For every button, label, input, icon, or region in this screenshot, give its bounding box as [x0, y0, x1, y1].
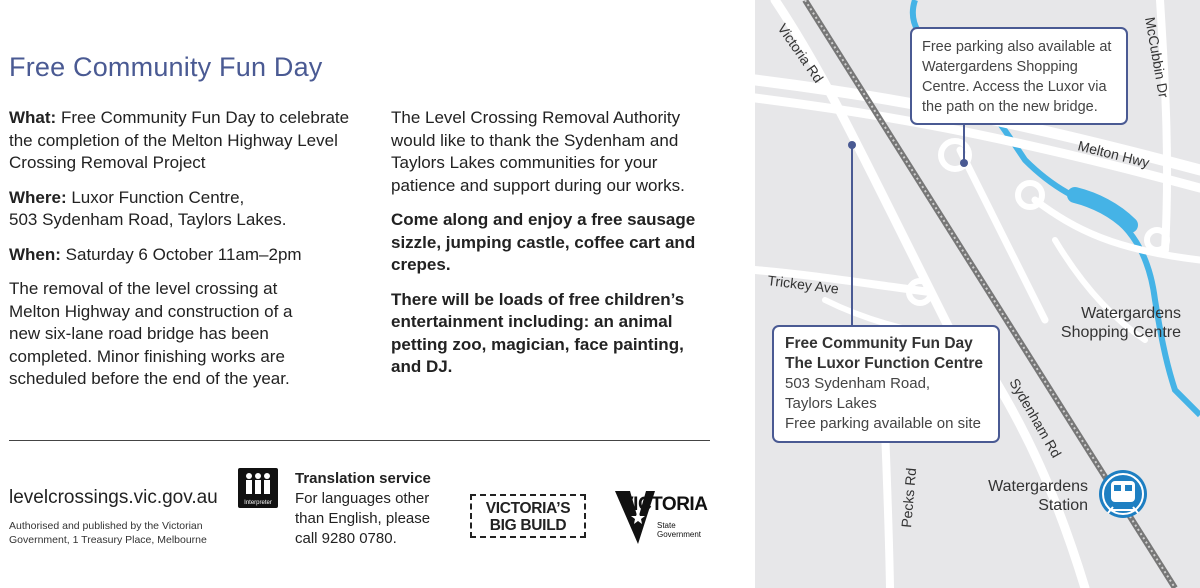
what-text: Free Community Fun Day to celebrate the completion of the Melton Highway Level Crossing Removal Project	[9, 108, 350, 172]
shopping-centre-line2: Shopping Centre	[1060, 324, 1181, 341]
come-along-paragraph: Come along and enjoy a free sausage sizzle, jumping castle, coffee cart and crepes.	[391, 210, 696, 274]
authorised-note: Authorised and published by the Victorian Government, 1 Treasury Place, Melbourne	[9, 520, 207, 546]
interpreter-label: Interpreter	[244, 500, 272, 506]
vic-sub-government: Government	[657, 530, 702, 539]
street-mccubbin-dr: McCubbin Dr	[1142, 15, 1172, 99]
removal-paragraph: The removal of the level crossing at Melton Highway and construction of a new six-lane road bridge has been completed. Minor finishing works are scheduled before the end of the year.	[9, 279, 293, 388]
station-line1: Watergardens	[988, 478, 1088, 495]
parking-callout: Free parking also available at Watergardens Shopping Centre. Access the Luxor via the path on the new bridge.	[910, 27, 1128, 125]
where-paragraph	[9, 187, 369, 232]
venue-pointer-dot	[848, 141, 856, 149]
interpreter-icon	[238, 468, 278, 508]
divider	[9, 440, 710, 441]
where-line1: Luxor Function Centre,	[66, 187, 245, 207]
street-trickey-ave: Trickey Ave	[766, 272, 840, 297]
creek-pond	[1075, 195, 1130, 225]
thanks-column	[391, 107, 721, 391]
train-icon	[1099, 470, 1147, 518]
station-label	[955, 477, 1088, 515]
victoria-state-government-logo	[614, 489, 714, 545]
website-link[interactable]: levelcrossings.vic.gov.au	[9, 487, 218, 508]
victorias-big-build-logo	[470, 494, 586, 538]
when-label: When:	[9, 244, 61, 264]
venue-callout	[772, 325, 1000, 443]
shopping-centre-label	[1033, 304, 1181, 342]
thanks-paragraph: The Level Crossing Removal Authority would like to thank the Sydenham and Taylors Lakes communities for your patience and support during our works.	[391, 108, 685, 195]
street-sydenham-rd: Sydenham Rd	[1006, 375, 1065, 461]
entertainment-paragraph: There will be loads of free children’s entertainment including: an animal petting zoo, magician, face painting, and DJ.	[391, 289, 685, 376]
big-build-line1: VICTORIA’S	[485, 500, 571, 517]
shopping-centre-line1: Watergardens	[1081, 305, 1181, 322]
where-label: Where:	[9, 187, 67, 207]
big-build-line2: BIG BUILD	[489, 517, 567, 534]
venue-callout-address1: 503 Sydenham Road,	[785, 375, 931, 392]
translation-block	[295, 469, 455, 549]
when-paragraph	[9, 244, 369, 267]
venue-callout-address2: Taylors Lakes	[785, 395, 877, 412]
what-label: What:	[9, 108, 57, 127]
when-text: Saturday 6 October 11am–2pm	[60, 244, 302, 264]
page-title: Free Community Fun Day	[9, 52, 323, 82]
victoria-wordmark: VICTORIA	[621, 494, 708, 515]
what-paragraph	[9, 107, 369, 175]
parking-pointer-dot	[960, 159, 968, 167]
state-government-text	[657, 521, 701, 539]
event-details-column	[9, 107, 369, 403]
street-victoria-rd: Victoria Rd	[774, 20, 827, 86]
station-line2: Station	[1038, 497, 1088, 514]
translation-text: For languages other than English, please call 9280 0780.	[295, 490, 431, 547]
venue-callout-title: Free Community Fun Day	[785, 335, 973, 352]
venue-callout-venue: The Luxor Function Centre	[785, 355, 984, 372]
translation-heading: Translation service	[295, 470, 431, 487]
venue-callout-parking: Free parking available on site	[785, 415, 981, 432]
where-line2: 503 Sydenham Road, Taylors Lakes.	[9, 210, 287, 229]
street-pecks-rd: Pecks Rd	[898, 467, 920, 529]
vic-sub-state: State	[657, 521, 676, 530]
street-melton-hwy: Melton Hwy	[1076, 137, 1152, 171]
